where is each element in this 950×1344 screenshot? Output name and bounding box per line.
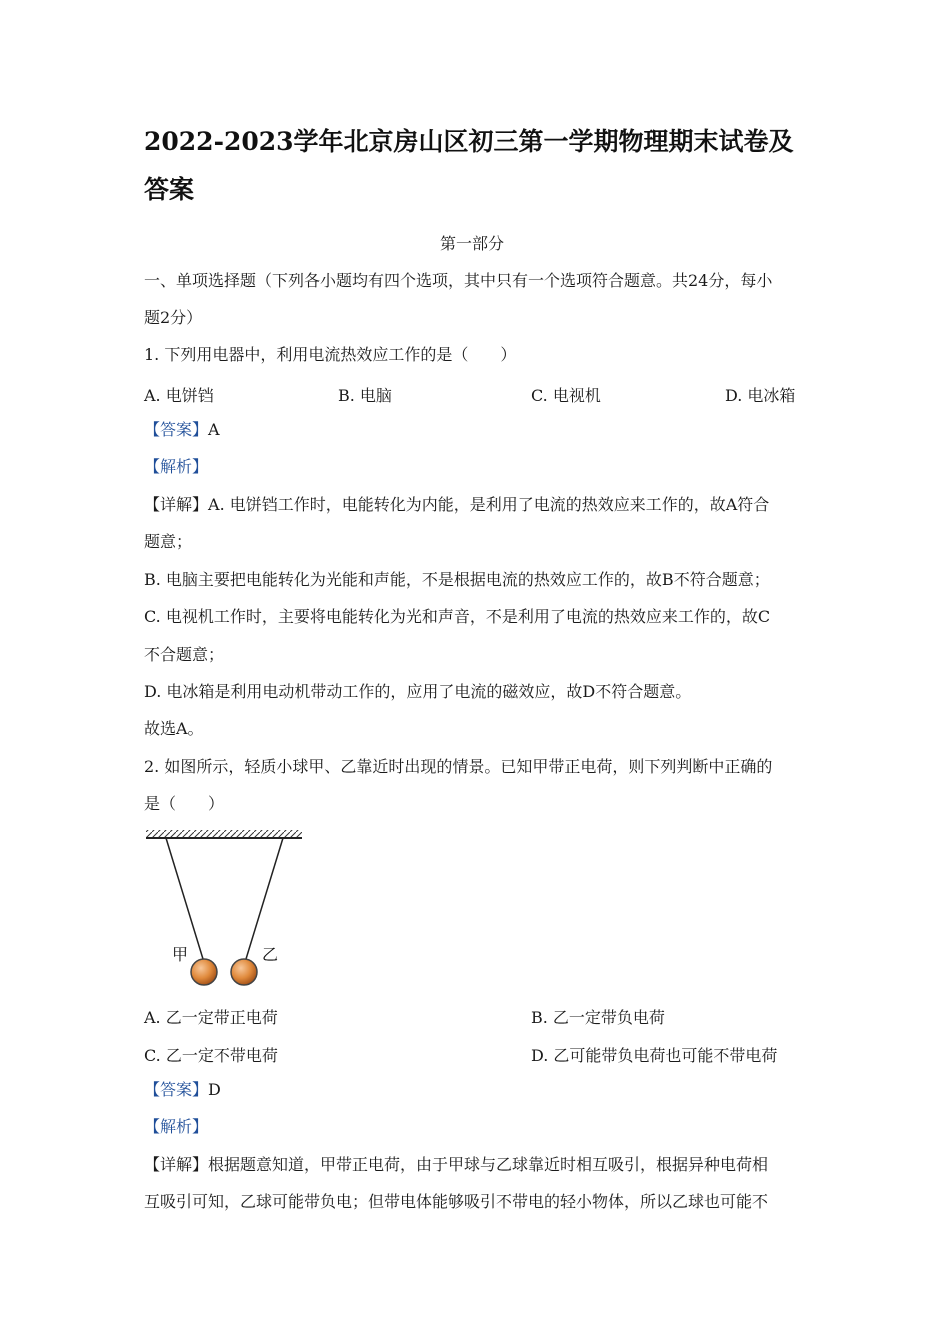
ceiling-hatch — [146, 830, 302, 838]
ball-jia — [191, 959, 217, 985]
q1-detail-text-1: A. 电饼铛工作时，电能转化为内能，是利用了电流的热效应来工作的，故A符合 — [208, 495, 770, 514]
q2-stem-line-2: 是（ ） — [144, 794, 225, 813]
q1-detail-line-6: D. 电冰箱是利用电动机带动工作的，应用了电流的磁效应，故D不符合题意。 — [144, 682, 692, 701]
q1-detail-line-3: B. 电脑主要把电能转化为光能和声能，不是根据电流的热效应工作的，故B不符合题意； — [144, 570, 770, 589]
q1-option-a: A. 电饼铛 — [144, 386, 214, 405]
q2-analysis-tag: 【解析】 — [144, 1117, 209, 1136]
q1-stem: 1. 下列用电器中，利用电流热效应工作的是（ ） — [144, 345, 517, 364]
thread-left — [166, 838, 203, 959]
q2-detail-tag: 【详解】 — [144, 1155, 209, 1174]
intro-line-2: 题2分） — [144, 308, 203, 327]
q1-option-b: B. 电脑 — [338, 386, 392, 405]
q2-option-d: D. 乙可能带负电荷也可能不带电荷 — [531, 1046, 778, 1065]
label-yi: 乙 — [262, 945, 279, 964]
q1-detail-line-7: 故选A。 — [144, 719, 204, 738]
q2-detail-line-1 — [144, 1155, 768, 1175]
q1-detail-line-4: C. 电视机工作时，主要将电能转化为光和声音，不是利用了电流的热效应来工作的，故C — [144, 607, 771, 626]
page-title: 2022-2023学年北京房山区初三第一学期物理期末试卷及答案 — [144, 127, 794, 204]
q1-option-d: D. 电冰箱 — [725, 386, 796, 405]
q1-option-c: C. 电视机 — [531, 386, 601, 405]
label-jia: 甲 — [172, 945, 189, 964]
q2-answer-value: D — [208, 1080, 221, 1099]
q2-detail-line-2: 互吸引可知，乙球可能带负电；但带电体能够吸引不带电的轻小物体，所以乙球也可能不 — [144, 1192, 769, 1211]
q1-answer-value: A — [208, 420, 220, 439]
q2-answer-tag: 【答案】 — [144, 1080, 209, 1099]
q1-detail-line-2: 题意； — [144, 532, 193, 551]
q2-answer — [144, 1080, 221, 1100]
q1-detail-line-1 — [144, 495, 769, 515]
q1-answer — [144, 420, 220, 440]
q2-option-c: C. 乙一定不带电荷 — [144, 1046, 278, 1065]
q2-option-b: B. 乙一定带负电荷 — [531, 1008, 665, 1027]
thread-right — [246, 838, 283, 959]
q1-answer-tag: 【答案】 — [144, 420, 209, 439]
q2-detail-text-1: 根据题意知道，甲带正电荷，由于甲球与乙球靠近时相互吸引，根据异种电荷相 — [208, 1155, 769, 1174]
section-title: 第一部分 — [440, 234, 505, 253]
ball-yi — [231, 959, 257, 985]
q2-option-a: A. 乙一定带正电荷 — [144, 1008, 278, 1027]
q1-analysis-tag: 【解析】 — [144, 457, 209, 476]
q1-detail-tag: 【详解】 — [144, 495, 209, 514]
q2-stem-line-1: 2. 如图所示，轻质小球甲、乙靠近时出现的情景。已知甲带正电荷，则下列判断中正确的 — [144, 757, 773, 776]
pith-ball-figure — [140, 826, 310, 996]
q1-detail-line-5: 不合题意； — [144, 645, 225, 664]
intro-line-1: 一、单项选择题（下列各小题均有四个选项，其中只有一个选项符合题意。共24分，每小 — [144, 271, 773, 290]
